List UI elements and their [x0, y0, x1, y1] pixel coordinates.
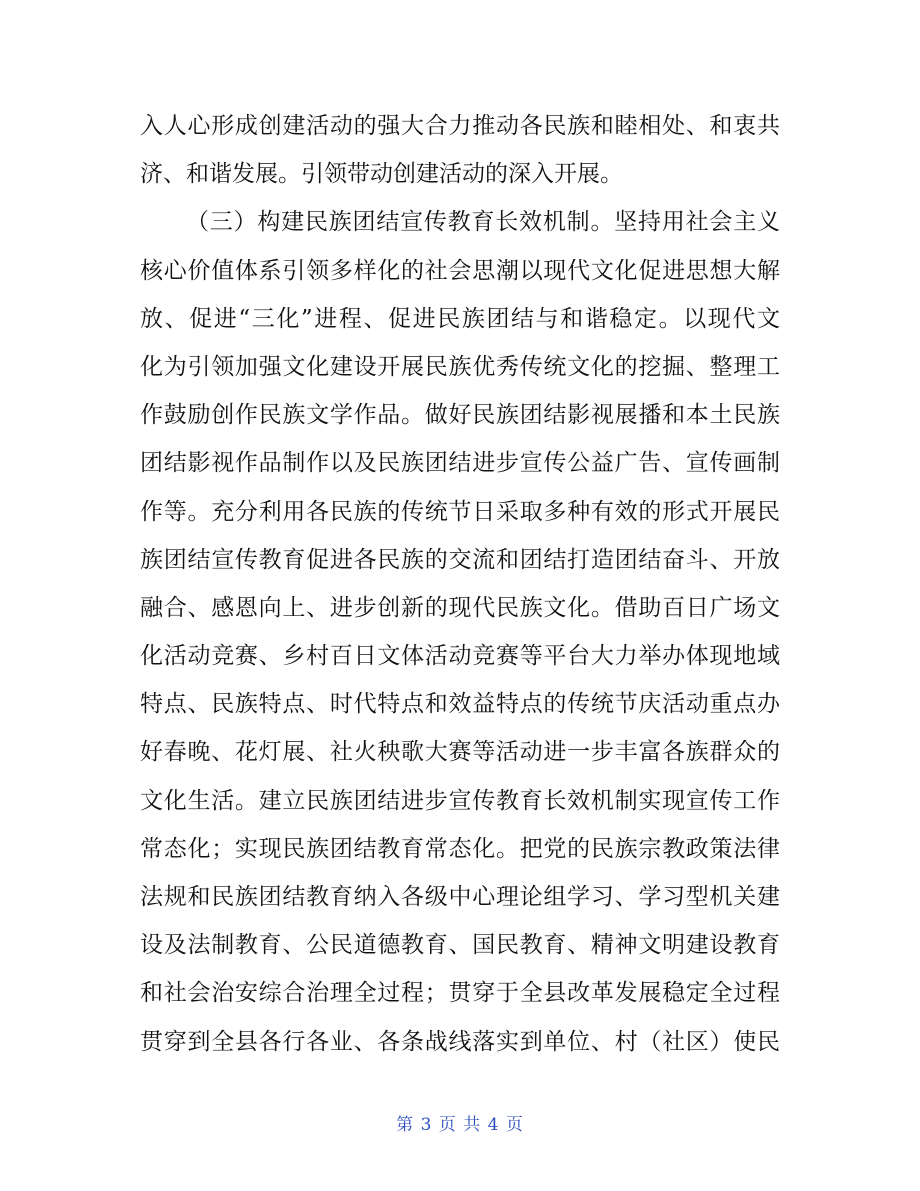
text-line: 化为引领加强文化建设开展民族优秀传统文化的挖掘、整理工: [140, 353, 780, 380]
text-line: 法规和民族团结教育纳入各级中心理论组学习、学习型机关建: [140, 884, 780, 910]
page-number-footer: 第 3 页 共 4 页: [396, 1115, 524, 1135]
text-line: 放、促进“三化”进程、促进民族团结与和谐稳定。以现代文: [140, 305, 780, 332]
text-line: 文化生活。建立民族团结进步宣传教育长效机制实现宣传工作: [140, 787, 780, 814]
text-line: 融合、感恩向上、进步创新的现代民族文化。借助百日广场文: [140, 594, 780, 621]
section-heading-line: （三）构建民族团结宣传教育长效机制。坚持用社会主义: [186, 209, 780, 236]
text-line: 特点、民族特点、时代特点和效益特点的传统节庆活动重点办: [140, 691, 780, 718]
document-body: [140, 102, 780, 1066]
text-line: 好春晚、花灯展、社火秧歌大赛等活动进一步丰富各族群众的: [140, 739, 780, 766]
text-line: 设及法制教育、公民道德教育、国民教育、精神文明建设教育: [140, 932, 780, 959]
text-line: 济、和谐发展。引领带动创建活动的深入开展。: [140, 161, 623, 188]
text-line: 和社会治安综合治理全过程；贯穿于全县改革发展稳定全过程: [140, 980, 780, 1007]
text-line: 入人心形成创建活动的强大合力推动各民族和睦相处、和衷共: [140, 113, 780, 139]
text-line: 作鼓励创作民族文学作品。做好民族团结影视展播和本土民族: [140, 402, 780, 429]
text-line: 贯穿到全县各行各业、各条战线落实到单位、村（社区）使民: [140, 1028, 780, 1055]
text-line: 核心价值体系引领多样化的社会思潮以现代文化促进思想大解: [140, 257, 780, 284]
text-line: 化活动竞赛、乡村百日文体活动竞赛等平台大力举办体现地域: [140, 643, 780, 670]
text-line: 常态化；实现民族团结教育常态化。把党的民族宗教政策法律: [140, 835, 780, 862]
text-line: 团结影视作品制作以及民族团结进步宣传公益广告、宣传画制: [140, 450, 780, 477]
text-line: 作等。充分利用各民族的传统节日采取多种有效的形式开展民: [140, 498, 780, 525]
text-line: 族团结宣传教育促进各民族的交流和团结打造团结奋斗、开放: [140, 546, 780, 573]
